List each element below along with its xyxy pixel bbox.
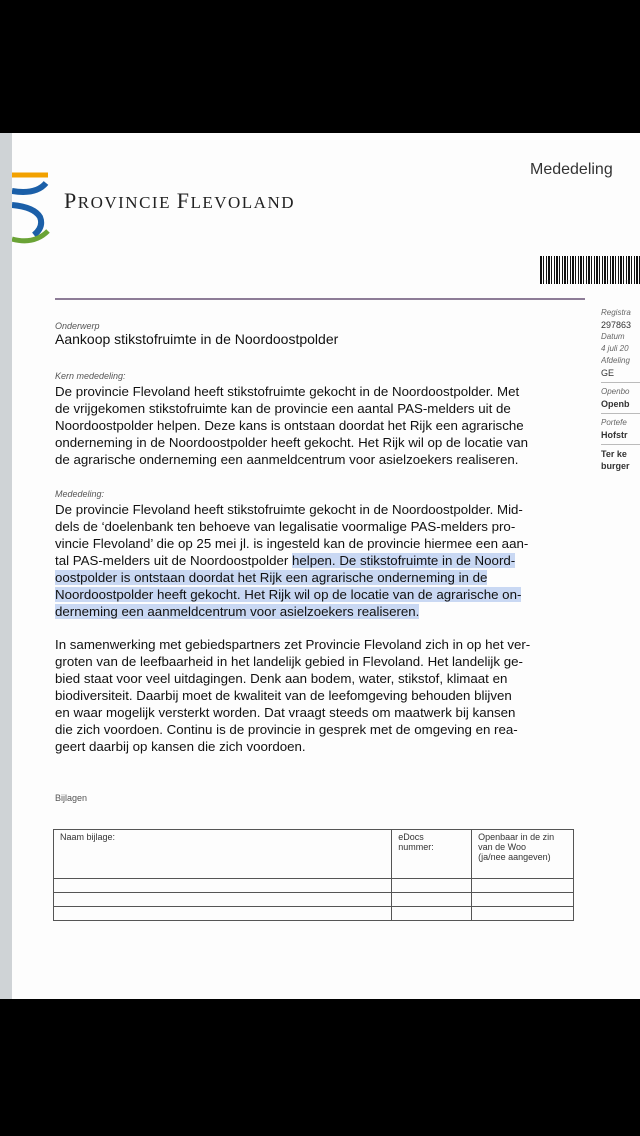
table-header-row <box>54 830 574 879</box>
mededeling-label: Mededeling: <box>55 489 105 499</box>
provincie-flevoland-logo-icon <box>12 169 52 249</box>
subject-label: Onderwerp <box>55 321 100 331</box>
table-row <box>54 879 574 893</box>
table-row <box>54 893 574 907</box>
document-page <box>0 133 640 999</box>
mededeling-paragraph: De provincie Flevoland heeft stikstofruimte gekocht in de Noordoostpolder. Mid- dels de ‘doelenbank ten behoeve van legalisatie voormalige PAS-melders pro- vincie Flevoland’ die op 25 mei jl. is ingesteld kan de provincie hiermee een aan- tal PAS-melders uit de Noordoostpolder helpen. De stikstofruimte in de Noord- oostpolder is ontstaan doordat het Rijk een agrarische onderneming in de Noordoostpolder heeft gekocht. Het Rijk wil op de locatie van de agrarische on- derneming een aanmeldcentrum voor asielzoekers realiseren. <box>55 502 529 619</box>
highlighted-text: helpen. De stikstofruimte in de Noord- <box>292 553 516 568</box>
kern-paragraph: De provincie Flevoland heeft stikstofruimte gekocht in de Noordoostpolder. Met de vrijgekomen stikstofruimte kan de provincie een aantal PAS-melders uit de Noordoostpolder helpen. Deze kans is ontstaan doordat het Rijk een agrarische onderneming in de Noordoostpolder heeft gekocht. Het Rijk wil op de locatie van de agrarische onderneming een aanmeldcentrum voor asielzoekers realiseren. <box>55 384 529 467</box>
subject-text: Aankoop stikstofruimte in de Noordoostpolder <box>55 331 339 347</box>
barcode <box>540 256 640 284</box>
samenwerking-paragraph: In samenwerking met gebiedspartners zet Provincie Flevoland zich in op het ver- groten van de leefbaarheid in het landelijk gebied in Flevoland. Het landelijk ge- bied staat voor veel uitdagingen. Denk aan bodem, water, stikstof, klimaat en biodiversiteit. Daarbij moet de kwaliteit van de leefomgeving behouden blijven en waar mogelijk versterkt worden. Dat vraagt steeds om maatwerk bij kansen die zich voordoen. Continu is de provincie in gesprek met de omgeving en rea- geert daarbij op kansen die zich voordoen. <box>55 637 531 754</box>
col-header-edocs: eDocs nummer: <box>392 830 472 879</box>
document-type: Mededeling <box>530 161 613 178</box>
brand-name: PROVINCIE FLEVOLAND <box>64 188 296 213</box>
bijlagen-table <box>53 829 574 921</box>
highlighted-text: Noordoostpolder heeft gekocht. Het Rijk wil op de locatie van de agrarische on- <box>55 587 522 602</box>
highlighted-text: derneming een aanmeldcentrum voor asielzoekers realiseren. <box>55 604 420 619</box>
bijlagen-label: Bijlagen <box>55 793 88 803</box>
metadata-sidebar: Registra 297863 Datum 4 juli 20 Afdeling GE Openbo Openb Portefe Hofstr Ter ke burger <box>601 307 640 472</box>
col-header-naam: Naam bijlage: <box>54 830 392 879</box>
highlighted-text: oostpolder is ontstaan doordat het Rijk een agrarische onderneming in de <box>55 570 488 585</box>
col-header-openbaar: Openbaar in de zin van de Woo (ja/nee aangeven) <box>472 830 574 879</box>
viewer-edge <box>0 133 12 999</box>
header-divider <box>55 298 585 300</box>
table-row <box>54 907 574 921</box>
kern-label: Kern mededeling: <box>55 371 126 381</box>
